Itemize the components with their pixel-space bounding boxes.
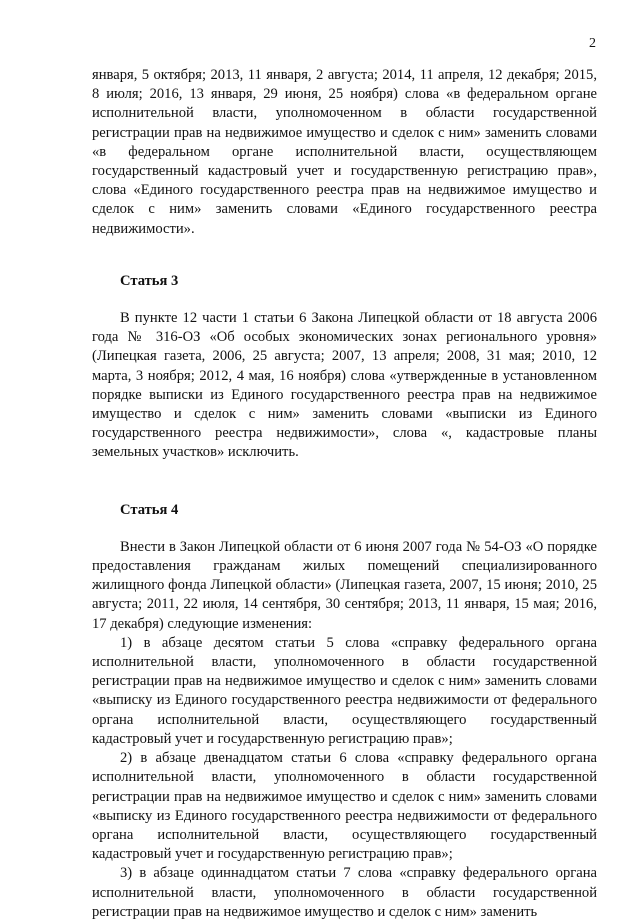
article-3-paragraph: В пункте 12 части 1 статьи 6 Закона Липецкой области от 18 августа 2006 года № 316-ОЗ «Об особых экономических зонах регионального уровня» (Липецкая газета, 2006, 25 августа; 2007, 13 апреля; 2008, 31 мая; 2010, 12 марта, 3 ноября; 2012, 4 мая, 16 ноября) слова «утвержденные в установленном порядке выписки из Единого государственного реестра прав на недвижимое имущество и сделок с ним» заменить словами «выписки из Единого государственного реестра недвижимости», слова «, кадастровые планы земельных участков» исключить. (92, 310, 597, 461)
document-body (92, 66, 597, 922)
article-3-heading: Статья 3 (120, 272, 179, 289)
paragraph-continuation: января, 5 октября; 2013, 11 января, 2 августа; 2014, 11 апреля, 12 декабря; 2015, 8 июля; 2016, 13 января, 29 июня, 25 ноября) слова «в федеральном органе исполнительной власти, уполномоченном в области государственной регистрации прав на недвижимое имущество и сделок с ним» заменить словами «в федеральном органе исполнительной власти, осуществляющем государственный кадастровый учет и государственную регистрацию прав», слова «Единого государственного реестра прав на недвижимое имущество и сделок с ним» заменить словами «Единого государственного реестра недвижимости». (92, 67, 597, 237)
article-4-item-2: 2) в абзаце двенадцатом статьи 6 слова «справку федерального органа исполнительной власти, уполномоченного в области государственной регистрации прав на недвижимое имущество и сделок с ним» заменить словами «выписку из Единого государственного реестра недвижимости от федерального органа исполнительной власти, осуществляющего государственный кадастровый учет и государственную регистрацию прав»; (92, 750, 597, 863)
article-4-item-3: 3) в абзаце одиннадцатом статьи 7 слова «справку федерального органа исполнительной власти, уполномоченного в области государственной регистрации прав на недвижимое имущество и сделок с ним» заменить (92, 865, 597, 920)
article-4-item-1: 1) в абзаце десятом статьи 5 слова «справку федерального органа исполнительной власти, уполномоченного в области государственной регистрации прав на недвижимое имущество и сделок с ним» заменить словами «выписку из Единого государственного реестра недвижимости от федерального органа исполнительной власти, осуществляющего государственный кадастровый учет и государственную регистрацию прав»; (92, 634, 597, 747)
spacer (92, 291, 597, 309)
page-number: 2 (589, 36, 596, 51)
article-4-heading: Статья 4 (120, 501, 179, 518)
spacer (92, 520, 597, 538)
spacer (92, 463, 597, 501)
article-4-intro: Внести в Закон Липецкой области от 6 июня 2007 года № 54-ОЗ «О порядке предоставления гражданам жилых помещений специализированного жилищного фонда Липецкой области» (Липецкая газета, 2007, 15 июня; 2010, 25 августа; 2011, 22 июля, 14 сентября, 30 сентября; 2013, 11 января, 15 мая; 2016, 17 декабря) следующие изменения: (92, 538, 597, 632)
spacer (92, 239, 597, 272)
